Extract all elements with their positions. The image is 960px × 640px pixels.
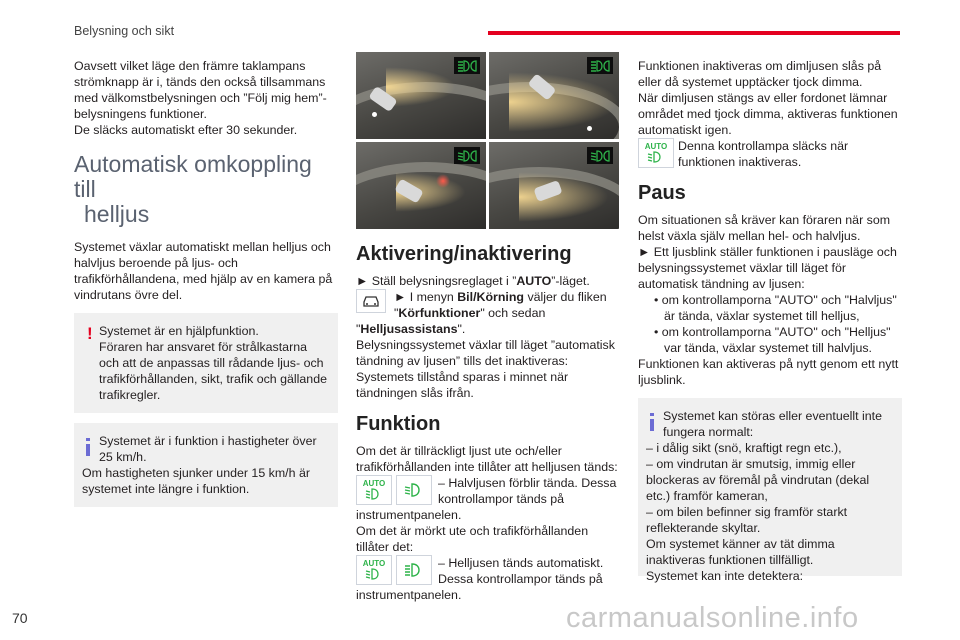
fog-text-2: När dimljusen stängs av eller fordonet lämnar området med tjock dimma, aktiveras funktionen automatiskt igen.: [638, 91, 898, 137]
activation-step-3: "Helljusassistans".: [356, 322, 466, 336]
info-limit-6: Systemet kan inte detektera:: [646, 569, 804, 583]
intro-paragraph: Oavsett vilket läge den främre taklampans strömknapp är i, tänds den också tillsammans med välkomstbelysningen och ”Följ mig hem”-belysningens funktioner.: [74, 59, 327, 121]
info-line-1: Systemet är i funktion i hastigheter över 25 km/h.: [99, 434, 317, 464]
heading-activation: Aktivering/inaktivering: [356, 243, 572, 265]
pause-text-2: ► Ett ljusblink ställer funktionen i pausläge och belysningssystemet växlar till läget för automatisk tändning av ljusen:: [638, 245, 897, 291]
info-box-limitations: [638, 398, 902, 583]
intro-paragraph-2: De släcks automatiskt efter 30 sekunder.: [74, 123, 298, 137]
auto-indicator-icon: AUTO: [638, 138, 674, 168]
auto-indicator-icon: AUTO: [356, 475, 392, 505]
function-lowbeam-row: AUTO – Halvljusen förblir tända. Dessa kontrollampor tänds på: [356, 475, 618, 507]
activation-text: Belysningssystemet växlar till läget ”automatisk tändning av ljusen” tills det inaktiveras:: [356, 338, 615, 368]
description-paragraph: Systemet växlar automatiskt mellan helljus och halvljus beroende på ljus- och trafikförhållandena, med hjälp av en kamera på vindrutans övre del.: [74, 240, 333, 302]
page-number: 70: [12, 610, 28, 626]
info-limit-1: Systemet kan störas eller eventuellt inte fungera normalt:: [663, 409, 883, 439]
info-text: Om hastigheten sjunker under 15 km/h är systemet inte längre i funktion.: [82, 466, 310, 496]
header-red-bar: [488, 31, 900, 35]
function-text-1: Om det är tillräckligt ljust ute och/eller trafikförhållanden inte tillåter att helljusen tänds:: [356, 444, 618, 474]
pause-bullet-2: • om kontrollamporna "AUTO" och "Helljus" var tända, växlar systemet till halvljus.: [654, 325, 891, 355]
heading-pause: Paus: [638, 182, 686, 204]
fog-text-1: Funktionen inaktiveras om dimljusen slås på eller då systemet upptäcker tjock dimma.: [638, 59, 882, 89]
pause-text-1: Om situationen så kräver kan föraren när som helst växla själv mellan hel- och halvljus.: [638, 213, 891, 243]
warning-box: [74, 313, 338, 413]
car-menu-icon: [356, 289, 386, 313]
section-heading-auto-highbeam: [74, 152, 338, 227]
section-header: Belysning och sikt: [74, 24, 175, 38]
illustration-grid: [356, 52, 619, 229]
illustration-photo-4: [489, 142, 619, 229]
heading-line-2: helljus: [84, 201, 150, 227]
highbeam-indicator-icon: [396, 555, 432, 585]
info-icon: [650, 413, 655, 431]
info-limit-3: – om vindrutan är smutsig, immig eller blockeras av föremål på vindrutan (dekal etc.) framför kameran,: [646, 457, 870, 503]
info-limit-5: Om systemet känner av tät dimma inaktiveras funktionen tillfälligt.: [646, 537, 835, 567]
illustration-photo-1: [356, 52, 486, 139]
column-right: [638, 58, 902, 583]
lowbeam-indicator-icon: [396, 475, 432, 505]
info-box: [74, 423, 338, 507]
function-text-4b: instrumentpanelen.: [356, 588, 462, 602]
pause-text-3: Funktionen kan aktiveras på nytt genom ett nytt ljusblink.: [638, 357, 899, 387]
function-highbeam-row: AUTO – Helljusen tänds automatiskt. Dessa kontrollampor tänds på: [356, 555, 618, 587]
activation-memory-text: Systemets tillstånd sparas i minnet när tändningen slås ifrån.: [356, 370, 569, 400]
function-text-2b: instrumentpanelen.: [356, 508, 462, 522]
info-limit-4: – om bilen befinner sig framför starkt reflekterande skyltar.: [646, 505, 848, 535]
activation-step-1: ► Ställ belysningsreglaget i ”AUTO”-läget.: [356, 274, 590, 288]
pause-bullet-1: • om kontrollamporna "AUTO" och "Halvljus" är tända, växlar systemet till helljus,: [654, 293, 897, 323]
heading-line-1: Automatisk omkoppling till: [74, 151, 312, 202]
column-middle: [356, 52, 618, 603]
lowbeam-indicator-icon: [454, 147, 480, 164]
indicator-off-row: AUTO Denna kontrollampa släcks när funktionen inaktiveras.: [638, 138, 902, 170]
warning-text: Föraren har ansvaret för strålkastarna och att de anpassas till rådande ljus- och trafikförhållanden, sikt, trafik och gällande trafikregler.: [99, 340, 327, 402]
activation-step-2: ► I menyn Bil/Körning väljer du fliken "Körfunktioner" och sedan: [356, 289, 618, 321]
warning-line-1: Systemet är en hjälpfunktion.: [99, 324, 259, 338]
function-text-3: Om det är mörkt ute och trafikförhållanden tillåter det:: [356, 524, 589, 554]
info-icon: [86, 438, 91, 456]
column-left: [74, 58, 338, 507]
illustration-photo-3: [356, 142, 486, 229]
lowbeam-indicator-icon: [587, 147, 613, 164]
heading-function: Funktion: [356, 413, 441, 435]
warning-icon: !: [87, 324, 93, 343]
watermark: carmanualsonline.info: [566, 602, 859, 634]
illustration-photo-2: [489, 52, 619, 139]
info-limit-2: – i dålig sikt (snö, kraftigt regn etc.),: [646, 441, 842, 455]
highbeam-indicator-icon: [587, 57, 613, 74]
highbeam-indicator-icon: [454, 57, 480, 74]
auto-indicator-icon: AUTO: [356, 555, 392, 585]
